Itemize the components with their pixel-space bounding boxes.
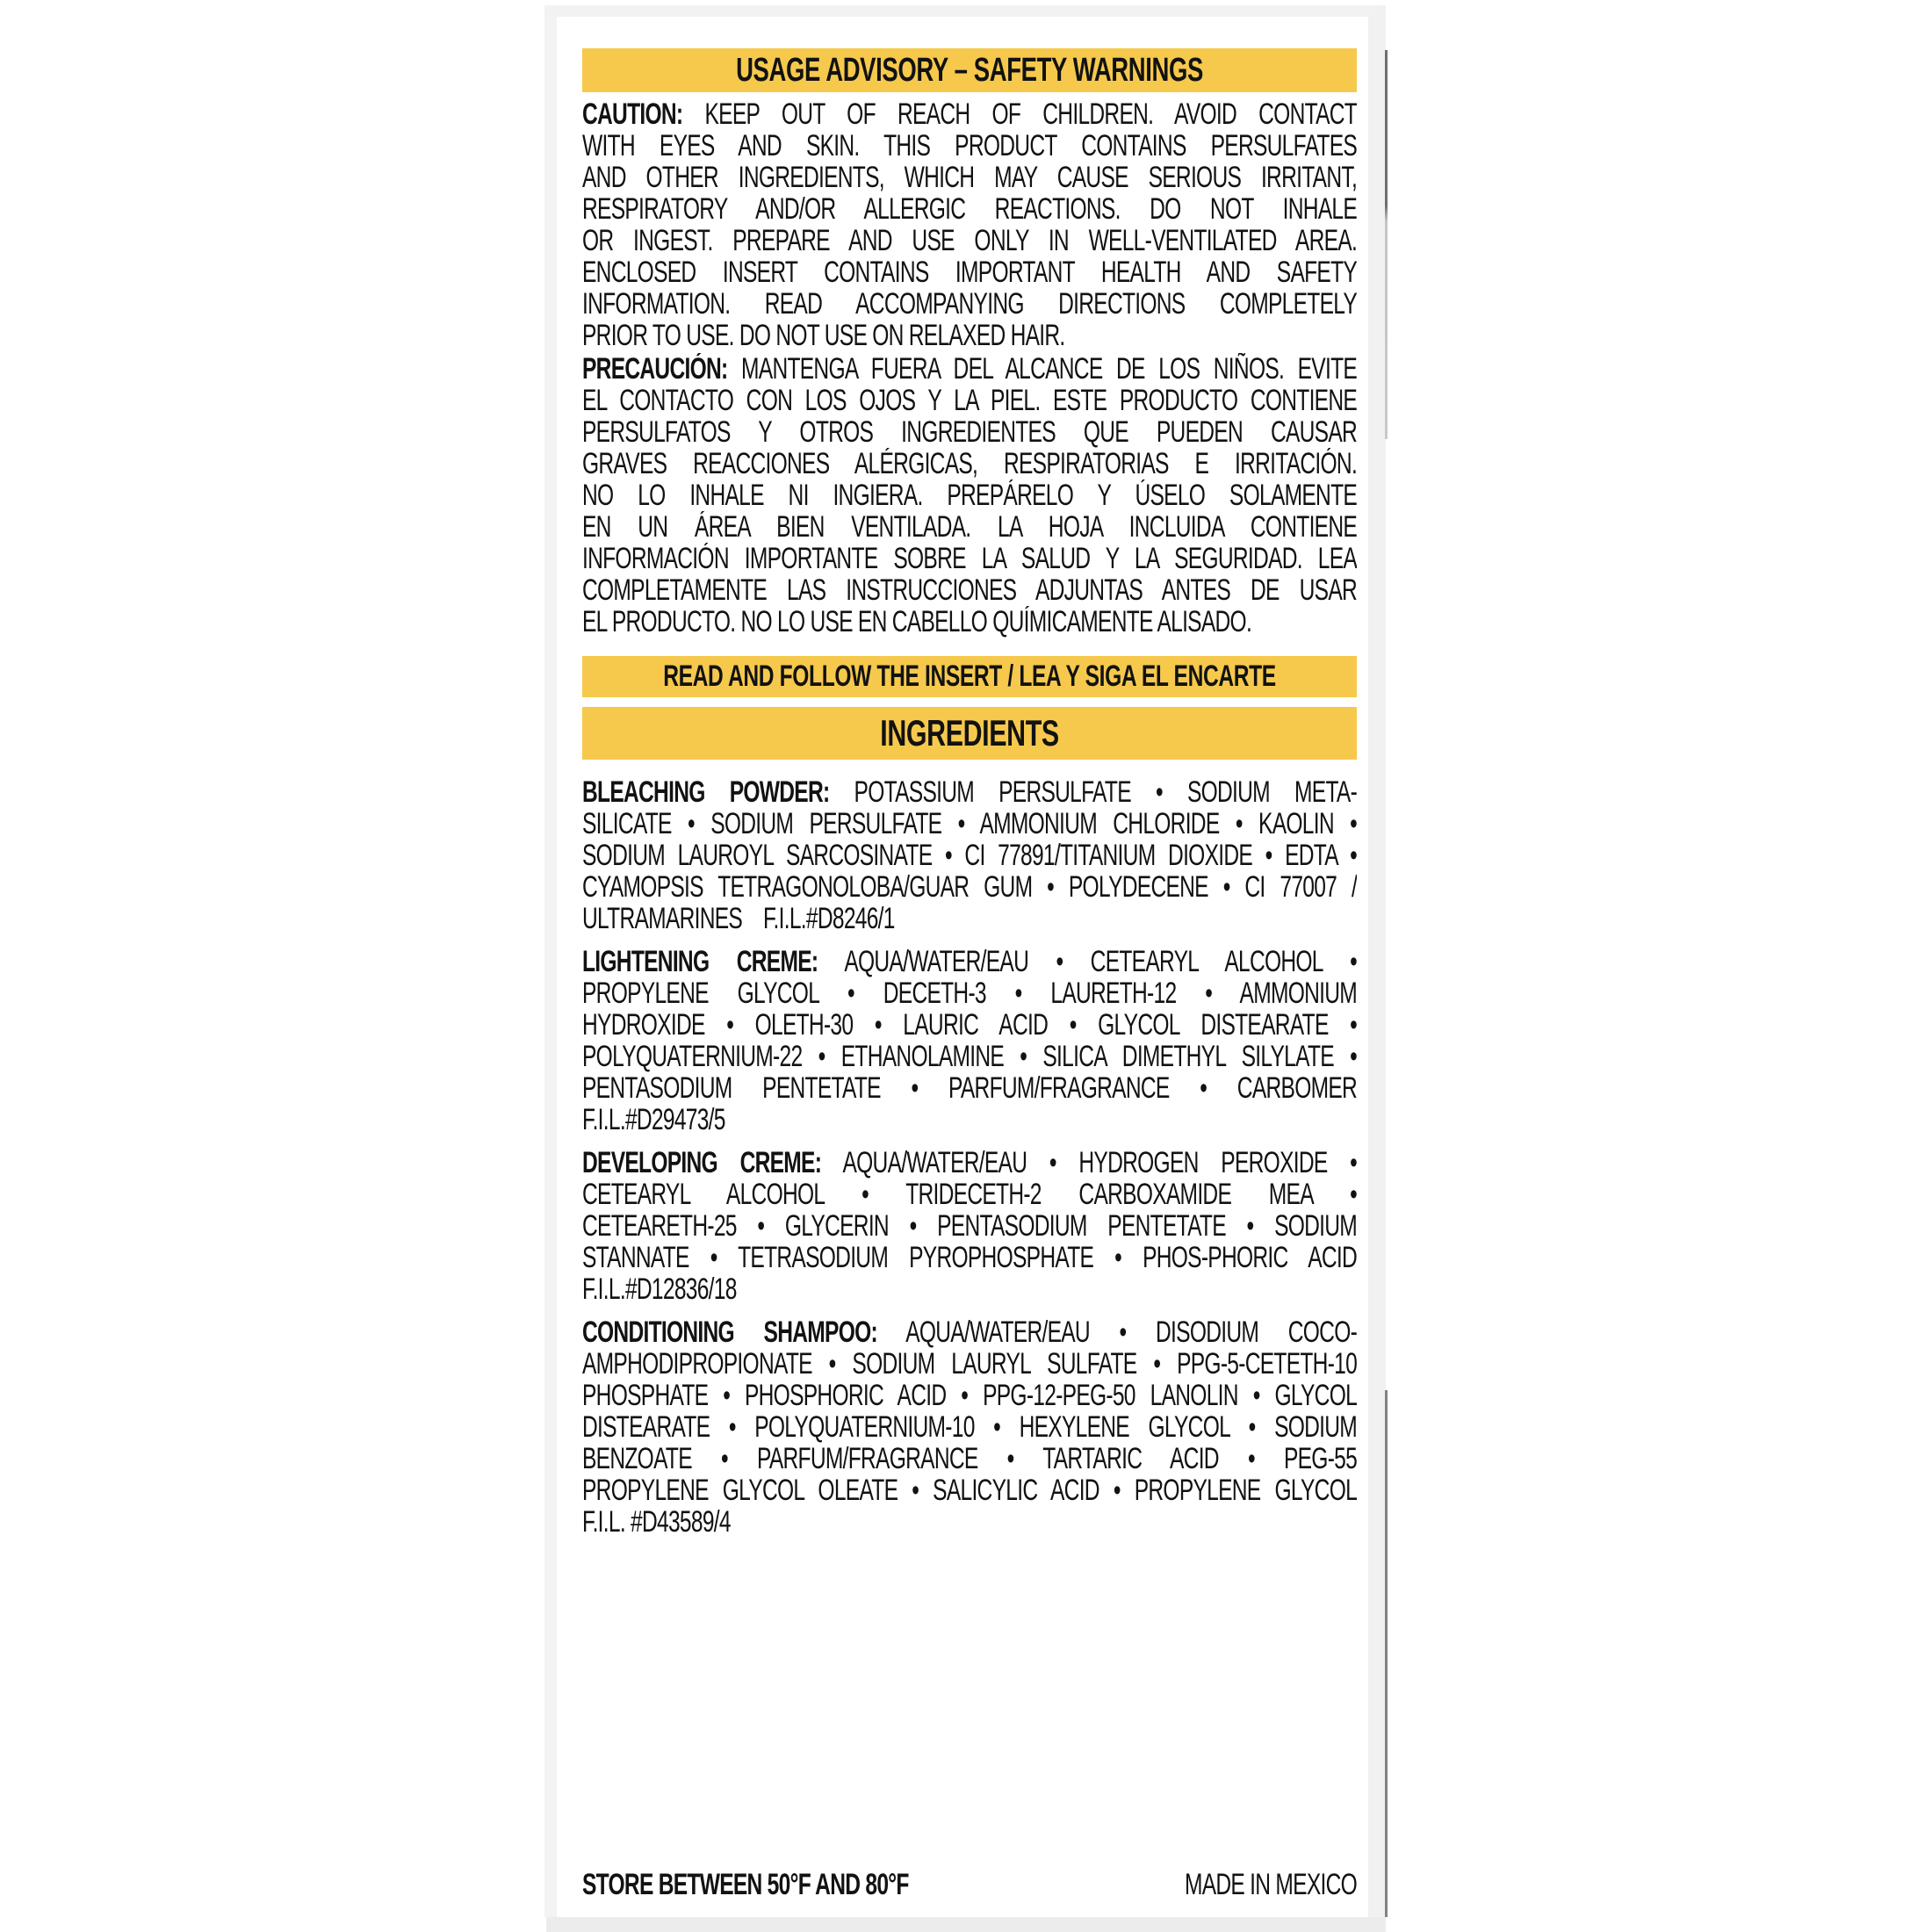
caution-line-1: CAUTION: KEEP OUT OF REACH OF CHILDREN. AVOID CONTACT	[582, 98, 1358, 130]
label-panel	[544, 5, 1386, 1917]
bleaching-powder-line-4: CYAMOPSIS TETRAGONOLOBA/GUAR GUM • POLYDECENE • CI 77007 /	[582, 871, 1358, 903]
caution-lead: CAUTION:	[582, 98, 683, 130]
developing-creme-line-1: DEVELOPING CREME: AQUA/WATER/EAU • HYDROGEN PEROXIDE •	[582, 1147, 1358, 1179]
caution-line-5: OR INGEST. PREPARE AND USE ONLY IN WELL-VENTILATED AREA.	[582, 225, 1358, 256]
condensed-text-wrapper	[582, 48, 1357, 1900]
warnings-block	[582, 98, 1357, 638]
conditioning-shampoo-line-6: PROPYLENE GLYCOL OLEATE • SALICYLIC ACID • PROPYLENE GLYCOL	[582, 1474, 1358, 1506]
conditioning-shampoo-line-7: F.I.L. #D43589/4	[582, 1506, 731, 1538]
developing-creme-line-2: CETEARYL ALCOHOL • TRIDECETH-2 CARBOXAMIDE MEA •	[582, 1179, 1358, 1210]
precaucion-line-9: EL PRODUCTO. NO LO USE EN CABELLO QUÍMICAMENTE ALISADO.	[582, 606, 1252, 638]
precaucion-line-8: COMPLETAMENTE LAS INSTRUCCIONES ADJUNTAS ANTES DE USAR	[582, 574, 1358, 606]
precaucion-line-1: PRECAUCIÓN: MANTENGA FUERA DEL ALCANCE DE LOS NIÑOS. EVITE	[582, 353, 1358, 385]
conditioning-shampoo-lead: CONDITIONING SHAMPOO:	[582, 1316, 877, 1348]
developing-creme-line-5: F.I.L.#D12836/18	[582, 1273, 737, 1305]
conditioning-shampoo-line-2: AMPHODIPROPIONATE • SODIUM LAURYL SULFATE • PPG-5-CETETH-10	[582, 1348, 1358, 1380]
caution-paragraph	[582, 98, 1357, 351]
caution-line-2: WITH EYES AND SKIN. THIS PRODUCT CONTAINS PERSULFATES	[582, 130, 1358, 162]
read-insert-bar: READ AND FOLLOW THE INSERT / LEA Y SIGA EL ENCARTE	[582, 656, 1357, 697]
lightening-creme-line-2: PROPYLENE GLYCOL • DECETH-3 • LAURETH-12 • AMMONIUM	[582, 977, 1358, 1009]
precaucion-line-4: GRAVES REACCIONES ALÉRGICAS, RESPIRATORIAS E IRRITACIÓN.	[582, 448, 1358, 479]
lightening-creme-line-3: HYDROXIDE • OLETH-30 • LAURIC ACID • GLYCOL DISTEARATE •	[582, 1009, 1358, 1041]
box-edge-line-top	[1385, 50, 1388, 439]
caution-line-3: AND OTHER INGREDIENTS, WHICH MAY CAUSE SERIOUS IRRITANT,	[582, 162, 1358, 193]
conditioning-shampoo-line-3: PHOSPHATE • PHOSPHORIC ACID • PPG-12-PEG-50 LANOLIN • GLYCOL	[582, 1380, 1358, 1411]
bleaching-powder-line-1: BLEACHING POWDER: POTASSIUM PERSULFATE • SODIUM META-	[582, 776, 1358, 808]
conditioning-shampoo-paragraph	[582, 1316, 1357, 1538]
bleaching-powder-line-3: SODIUM LAUROYL SARCOSINATE • CI 77891/TITANIUM DIOXIDE • EDTA •	[582, 840, 1358, 871]
bleaching-powder-line-2: SILICATE • SODIUM PERSULFATE • AMMONIUM CHLORIDE • KAOLIN •	[582, 808, 1358, 840]
ingredients-header-bar: INGREDIENTS	[582, 707, 1357, 760]
country-of-origin: MADE IN MEXICO	[1184, 1868, 1358, 1901]
conditioning-shampoo-line-1: CONDITIONING SHAMPOO: AQUA/WATER/EAU • DISODIUM COCO-	[582, 1316, 1358, 1348]
footer-row	[582, 1869, 1357, 1900]
precaucion-lead: PRECAUCIÓN:	[582, 353, 728, 385]
ingredients-block	[582, 776, 1357, 1538]
precaucion-line-6: EN UN ÁREA BIEN VENTILADA. LA HOJA INCLUIDA CONTIENE	[582, 511, 1358, 543]
developing-creme-line-3: CETEARETH-25 • GLYCERIN • PENTASODIUM PENTETATE • SODIUM	[582, 1210, 1358, 1242]
storage-instructions: STORE BETWEEN 50°F AND 80°F	[582, 1868, 909, 1901]
caution-line-8: PRIOR TO USE. DO NOT USE ON RELAXED HAIR.	[582, 320, 1065, 351]
label-content-column	[582, 48, 1359, 1900]
developing-creme-line-4: STANNATE • TETRASODIUM PYROPHOSPHATE • PHOS-PHORIC ACID	[582, 1242, 1358, 1273]
precaucion-line-7: INFORMACIÓN IMPORTANTE SOBRE LA SALUD Y LA SEGURIDAD. LEA	[582, 543, 1358, 574]
conditioning-shampoo-line-4: DISTEARATE • POLYQUATERNIUM-10 • HEXYLENE GLYCOL • SODIUM	[582, 1411, 1358, 1443]
bleaching-powder-line-5: ULTRAMARINES F.I.L.#D8246/1	[582, 903, 895, 934]
precaucion-line-3: PERSULFATOS Y OTROS INGREDIENTES QUE PUEDEN CAUSAR	[582, 416, 1358, 448]
caution-line-7: INFORMATION. READ ACCOMPANYING DIRECTIONS COMPLETELY	[582, 288, 1358, 320]
bleaching-powder-lead: BLEACHING POWDER:	[582, 776, 830, 808]
box-edge-shadow-bottom	[546, 1917, 1386, 1932]
lightening-creme-line-6: F.I.L.#D29473/5	[582, 1104, 725, 1135]
precaucion-line-5: NO LO INHALE NI INGIERA. PREPÁRELO Y ÚSELO SOLAMENTE	[582, 479, 1358, 511]
lightening-creme-line-1: LIGHTENING CREME: AQUA/WATER/EAU • CETEARYL ALCOHOL •	[582, 946, 1358, 977]
developing-creme-lead: DEVELOPING CREME:	[582, 1147, 822, 1179]
bleaching-powder-paragraph	[582, 776, 1357, 934]
lightening-creme-lead: LIGHTENING CREME:	[582, 946, 818, 977]
lightening-creme-paragraph	[582, 946, 1357, 1135]
caution-line-6: ENCLOSED INSERT CONTAINS IMPORTANT HEALTH AND SAFETY	[582, 256, 1358, 288]
conditioning-shampoo-line-5: BENZOATE • PARFUM/FRAGRANCE • TARTARIC ACID • PEG-55	[582, 1443, 1358, 1474]
precaucion-paragraph	[582, 353, 1357, 638]
lightening-creme-line-4: POLYQUATERNIUM-22 • ETHANOLAMINE • SILICA DIMETHYL SILYLATE •	[582, 1041, 1358, 1072]
box-edge-line-bottom	[1385, 1390, 1388, 1917]
developing-creme-paragraph	[582, 1147, 1357, 1305]
precaucion-line-2: EL CONTACTO CON LOS OJOS Y LA PIEL. ESTE PRODUCTO CONTIENE	[582, 385, 1358, 416]
lightening-creme-line-5: PENTASODIUM PENTETATE • PARFUM/FRAGRANCE • CARBOMER	[582, 1072, 1358, 1104]
caution-line-4: RESPIRATORY AND/OR ALLERGIC REACTIONS. DO NOT INHALE	[582, 193, 1358, 225]
usage-advisory-header-bar: USAGE ADVISORY – SAFETY WARNINGS	[582, 48, 1357, 92]
